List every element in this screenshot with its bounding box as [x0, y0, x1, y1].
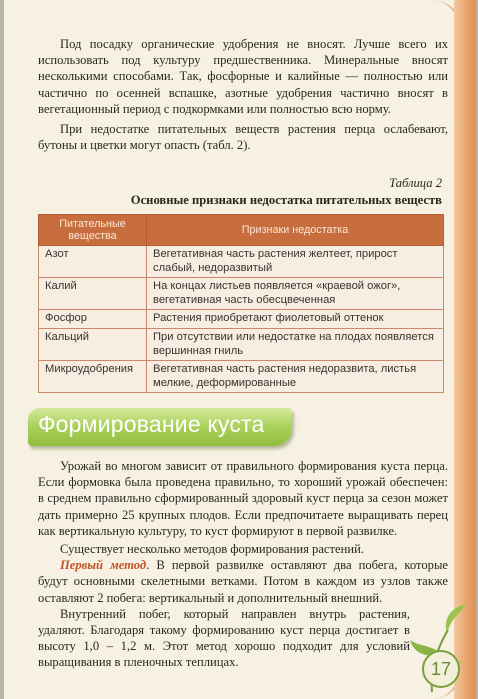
nutrient-cell: Калий [39, 278, 147, 310]
body-paragraph-4: Внутренний побег, который направлен внутрь растения, удаляют. Благодаря такому формированию куст перца достигает в высоту 1,0 – 1,2 м. Этот метод хорошо подходит для условий выращивания в пленочных теплицах. [38, 606, 410, 670]
symptom-cell: Растения приобретают фиолетовый оттенок [147, 310, 444, 329]
table-caption: Таблица 2 [389, 176, 442, 190]
symptom-cell: При отсутствии или недостатке на плодах появляется вершинная гниль [147, 328, 444, 360]
body-paragraph-3 [38, 557, 448, 606]
nutrient-deficiency-table [38, 214, 444, 393]
table-title: Основные признаки недостатка питательных веществ [130, 193, 442, 207]
symptom-cell: На концах листьев появляется «краевой ожог», вегетативная часть обесцвеченная [147, 278, 444, 310]
table-header-row [39, 215, 444, 246]
nutrient-cell: Фосфор [39, 310, 147, 329]
table-header-symptoms: Признаки недостатка [147, 215, 444, 246]
page-number: 17 [422, 650, 460, 688]
intro-paragraph-1: Под посадку органические удобрения не вносят. Лучше всего их использовать под культуру предшественника. Минеральные вносят несколькими способами. Так, фосфорные и калийные — полностью или частично по осенней вспашке, азотные удобрения частично вносят в вегетационный период с подкормками или полностью всю норму. [38, 37, 448, 116]
nutrient-cell: Кальций [39, 328, 147, 360]
symptom-cell: Вегетативная часть растения недоразвита, листья мелкие, деформированные [147, 361, 444, 393]
method-description: . В первой развилке оставляют два побега, которые будут основными скелетными ветками. Потом в каждом из узлов также оставляют 2 побега: вертикальный и дополнительный внешний. [38, 558, 449, 605]
section-body [38, 458, 448, 671]
nutrient-cell: Микроудобрения [39, 361, 147, 393]
intro-text [38, 36, 448, 153]
table-row [39, 278, 444, 310]
table-row [39, 310, 444, 329]
table-row [39, 246, 444, 278]
section-heading-banner [28, 408, 292, 446]
method-label: Первый метод [60, 558, 147, 573]
table-row [39, 361, 444, 393]
table-header-nutrients: Питательные вещества [39, 215, 147, 246]
nutrient-cell: Азот [39, 246, 147, 278]
section-title: Формирование куста [38, 411, 265, 437]
book-page [4, 0, 476, 699]
body-paragraph-1: Урожай во многом зависит от правильного формирования куста перца. Если формовка была проведена правильно, то хороший урожай обеспечен: в среднем правильно сформированный здоровый куст перца за сезон может дать примерно 25 крупных плодов. Если предпочитаете выращивать перец как вертикальную культуру, то куст формируют в первой развилке. [38, 459, 448, 538]
body-paragraph-2: Существует несколько методов формирования растений. [60, 542, 364, 557]
table-row [39, 328, 444, 360]
symptom-cell: Вегетативная часть растения желтеет, прирост слабый, недоразвитый [147, 246, 444, 278]
page-edge-decoration [454, 0, 476, 699]
intro-paragraph-2: При недостатке питательных веществ растения перца ослабевают, бутоны и цветки могут опасть (табл. 2). [38, 122, 448, 153]
